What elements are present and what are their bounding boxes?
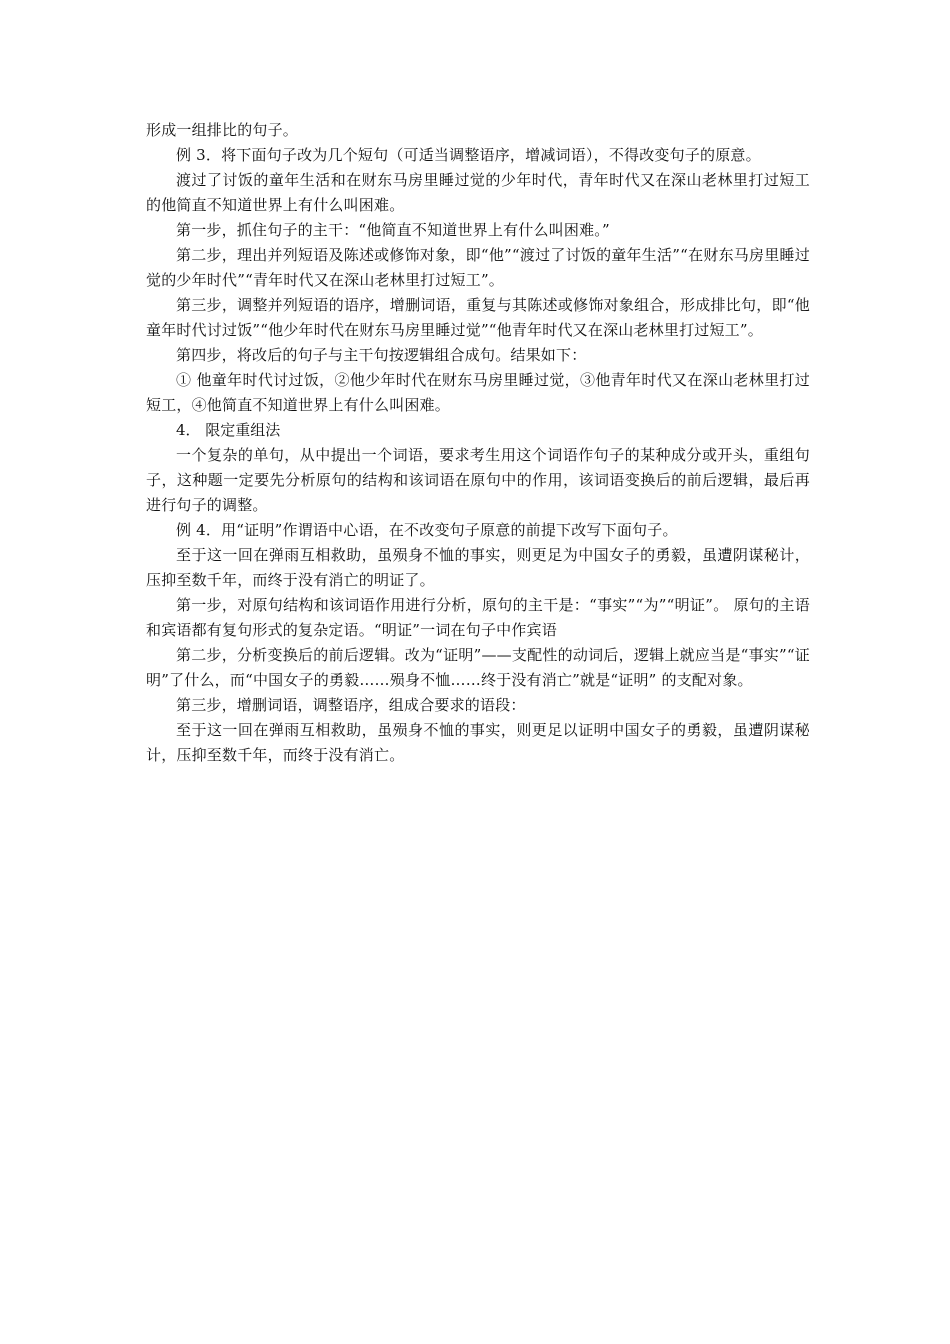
section-4-description: 一个复杂的单句，从中提出一个词语，要求考生用这个词语作句子的某种成分或开头，重组句子，这种题一定要先分析原句的结构和该词语在原句中的作用，该词语变换后的前后逻辑，最后再进行句子的调整。 xyxy=(146,446,810,514)
example-4-step-2: 第二步，分析变换后的前后逻辑。改为“证明”——支配性的动词后，逻辑上就应当是“事实”“证明”了什么，而“中国女子的勇毅……殒身不恤……终于没有消亡”就是“证明” 的支配对象。 xyxy=(146,646,810,689)
example-4-prompt: 例 4．用“证明”作谓语中心语，在不改变句子原意的前提下改写下面句子。 xyxy=(176,521,678,539)
example-3-step-3: 第三步，调整并列短语的语序，增删词语，重复与其陈述或修饰对象组合，形成排比句，即“他童年时代讨过饭”“他少年时代在财东马房里睡过觉”“他青年时代又在深山老林里打过短工”。 xyxy=(146,296,810,339)
document-page xyxy=(146,118,810,768)
example-3-step-4: 第四步，将改后的句子与主干句按逻辑组合成句。结果如下： xyxy=(176,346,587,364)
example-4-sentence: 至于这一回在弹雨互相救助，虽殒身不恤的事实，则更足为中国女子的勇毅，虽遭阴谋秘计，压抑至数千年，而终于没有消亡的明证了。 xyxy=(146,546,810,589)
example-3-result: ① 他童年时代讨过饭，②他少年时代在财东马房里睡过觉，③他青年时代又在深山老林里打过短工，④他简直不知道世界上有什么叫困难。 xyxy=(146,371,810,414)
example-3-step-1: 第一步，抓住句子的主干：“他简直不知道世界上有什么叫困难。” xyxy=(176,221,610,239)
example-4-step-1: 第一步，对原句结构和该词语作用进行分析，原句的主干是：“事实”“为”“明证”。 原句的主语和宾语都有复句形式的复杂定语。“明证”一词在句子中作宾语 xyxy=(146,596,810,639)
example-4-result: 至于这一回在弹雨互相救助，虽殒身不恤的事实，则更足以证明中国女子的勇毅，虽遭阴谋秘计，压抑至数千年，而终于没有消亡。 xyxy=(146,721,810,764)
example-3-step-2: 第二步，理出并列短语及陈述或修饰对象，即“他”“渡过了讨饭的童年生活”“在财东马房里睡过觉的少年时代”“青年时代又在深山老林里打过短工”。 xyxy=(146,246,810,289)
example-4-step-3: 第三步，增删词语，调整语序，组成合要求的语段： xyxy=(176,696,526,714)
section-heading-4: 4． 限定重组法 xyxy=(176,421,281,439)
example-3-prompt: 例 3．将下面句子改为几个短句（可适当调整语序，增减词语），不得改变句子的原意。 xyxy=(176,146,761,164)
example-3-sentence: 渡过了讨饭的童年生活和在财东马房里睡过觉的少年时代，青年时代又在深山老林里打过短工的他简直不知道世界上有什么叫困难。 xyxy=(146,171,810,214)
paragraph-1: 形成一组排比的句子。 xyxy=(146,121,299,139)
